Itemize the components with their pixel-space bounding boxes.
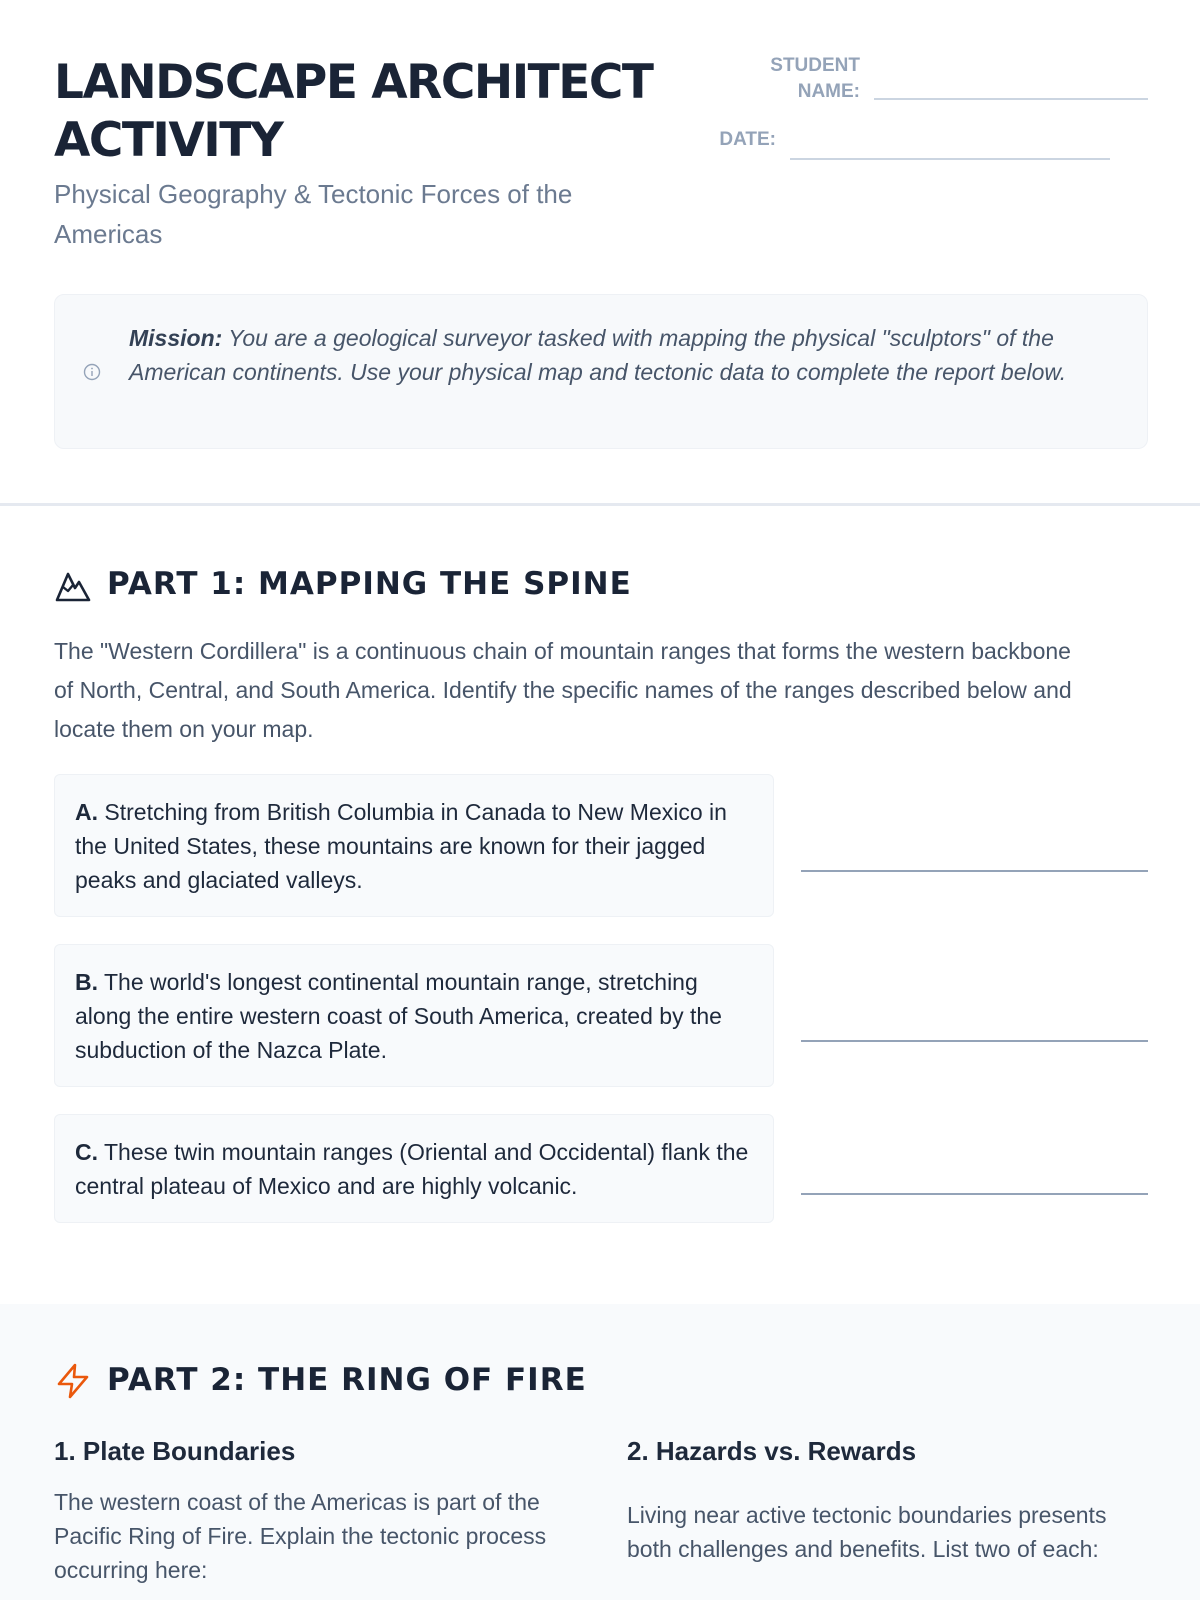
mission-body: You are a geological surveyor tasked with mapping the physical "sculptors" of the American continents. Use your physical map and tectonic data to complete the report below. bbox=[129, 325, 1067, 385]
question-a bbox=[54, 774, 774, 917]
lightning-icon bbox=[54, 1362, 92, 1400]
mission-text bbox=[129, 321, 1119, 389]
part2-title: PART 2: THE RING OF FIRE bbox=[107, 1362, 587, 1398]
question-text: Stretching from British Columbia in Canada to New Mexico in the United States, these mountains are known for their jagged peaks and glaciated valleys. bbox=[75, 799, 727, 893]
answer-line-c[interactable] bbox=[801, 1193, 1148, 1195]
part2-section bbox=[0, 1304, 1200, 1600]
part1-intro: The "Western Cordillera" is a continuous chain of mountain ranges that forms the western backbone of North, Central, and South America. Identify the specific names of the ranges described below and locate them on your map. bbox=[54, 638, 1072, 742]
info-icon bbox=[83, 363, 101, 381]
question-letter: A. bbox=[75, 799, 98, 825]
part1-title: PART 1: MAPPING THE SPINE bbox=[107, 566, 632, 602]
student-name-label: STUDENT NAME: bbox=[770, 55, 860, 102]
date-label: DATE: bbox=[719, 129, 776, 150]
question-b bbox=[54, 944, 774, 1087]
answer-line-b[interactable] bbox=[801, 1040, 1148, 1042]
question-letter: C. bbox=[75, 1139, 98, 1165]
worksheet-header bbox=[54, 0, 1148, 250]
answer-line-a[interactable] bbox=[801, 870, 1148, 872]
question-text: The world's longest continental mountain range, stretching along the entire western coast of South America, created by the subduction of the Nazca Plate. bbox=[75, 969, 722, 1063]
date-field[interactable] bbox=[790, 158, 1110, 160]
hazards-rewards-title: 2. Hazards vs. Rewards bbox=[627, 1436, 917, 1466]
mountain-icon bbox=[54, 566, 92, 604]
mission-label: Mission: bbox=[129, 325, 223, 351]
mission-box bbox=[54, 294, 1148, 449]
section-divider bbox=[0, 503, 1200, 506]
hazards-rewards-text: Living near active tectonic boundaries presents both challenges and benefits. List two of each: bbox=[627, 1502, 1107, 1562]
question-c bbox=[54, 1114, 774, 1223]
page-title: LANDSCAPE ARCHITECT ACTIVITY bbox=[54, 55, 653, 168]
student-name-field[interactable] bbox=[874, 98, 1148, 100]
page-subtitle: Physical Geography & Tectonic Forces of the Americas bbox=[54, 179, 573, 249]
plate-boundaries-text: The western coast of the Americas is part of the Pacific Ring of Fire. Explain the tectonic process occurring here: bbox=[54, 1489, 547, 1583]
question-letter: B. bbox=[75, 969, 98, 995]
question-text: These twin mountain ranges (Oriental and Occidental) flank the central plateau of Mexico and are highly volcanic. bbox=[75, 1139, 749, 1199]
plate-boundaries-title: 1. Plate Boundaries bbox=[54, 1436, 296, 1466]
